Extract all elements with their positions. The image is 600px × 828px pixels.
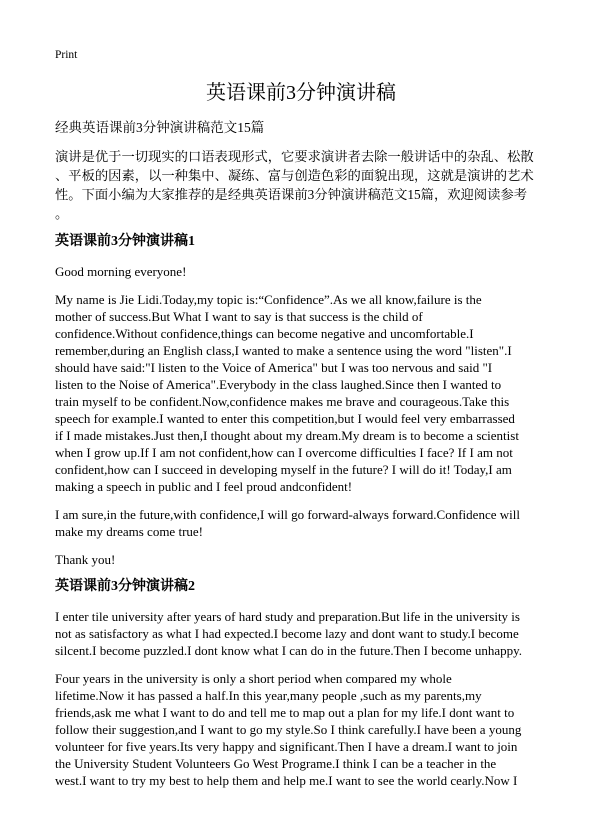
paragraph-greeting: [55, 263, 547, 280]
intro-line: 性。下面小编为大家推荐的是经典英语课前3分钟演讲稿范文15篇，欢迎阅读参考: [55, 187, 528, 202]
text-line: confidence.Without confidence,things can become negative and uncomfortable.I: [55, 326, 474, 341]
text-line: I enter tile university after years of hard study and preparation.But life in the university is: [55, 609, 520, 624]
print-link[interactable]: Print: [55, 49, 78, 61]
text-line: when I grow up.If I am not confident,how can I overcome difficulties I face? If I am not: [55, 445, 513, 460]
text-line: not as satisfactory as what I had expected.I become lazy and dont want to study.I become: [55, 626, 519, 641]
text-line: if I made mistakes.Just then,I thought about my dream.My dream is to become a scientist: [55, 428, 519, 443]
text-line: speech for example.I wanted to enter this competition,but I would feel very embarrassed: [55, 411, 515, 426]
intro-line: 演讲是优于一切现实的口语表现形式，它要求演讲者去除一般讲话中的杂乱、松散: [55, 149, 534, 164]
text-line: making a speech in public and I feel proud andconfident!: [55, 479, 353, 494]
text-line: confident,how can I succeed in developing myself in the future? I will do it! Today,I am: [55, 462, 512, 477]
text-line: make my dreams come true!: [55, 524, 203, 539]
paragraph: [55, 670, 547, 789]
paragraph-closing: [55, 551, 547, 568]
paragraph: [55, 291, 547, 495]
intro-line: 。: [55, 206, 69, 221]
text-line: Four years in the university is only a short period when compared my whole: [55, 671, 452, 686]
text-line: volunteer for five years.Its very happy and significant.Then I have a dream.I want to join: [55, 739, 518, 754]
intro-line: 、平板的因素，以一种集中、凝练、富与创造色彩的面貌出现，这就是演讲的艺术: [55, 168, 534, 183]
speech-section-2: [55, 577, 547, 789]
page-title: 英语课前3分钟演讲稿: [206, 82, 396, 104]
text-line: west.I want to try my best to help them and help me.I want to see the world cearly.Now I: [55, 773, 518, 788]
document-subtitle: 经典英语课前3分钟演讲稿范文15篇: [55, 120, 265, 135]
text-line: silcent.I become puzzled.I dont know what I can do in the future.Then I become unhappy.: [55, 643, 522, 658]
text-line: mother of success.But What I want to say is that success is the child of: [55, 309, 423, 324]
text-line: My name is Jie Lidi.Today,my topic is:“Confidence”.As we all know,failure is the: [55, 292, 482, 307]
text-line: follow their suggestion,and I want to go my style.So I think carefully.I have been a young: [55, 722, 522, 737]
speech-section-1: [55, 232, 547, 568]
text-line: Thank you!: [55, 552, 116, 567]
paragraph: [55, 506, 547, 540]
text-line: should have said:"I listen to the Voice of America" but I was too nervous and said "I: [55, 360, 493, 375]
text-line: the University Student Volunteers Go West Programe.I think I can be a teacher in the: [55, 756, 497, 771]
text-line: friends,ask me what I want to do and tell me to map out a plan for my life.I dont want to: [55, 705, 515, 720]
section-heading: 英语课前3分钟演讲稿1: [55, 234, 195, 249]
text-line: listen to the Noise of America".Everybody in the class laughed.Since then I wanted to: [55, 377, 502, 392]
text-line: Good morning everyone!: [55, 264, 187, 279]
text-line: lifetime.Now it has passed a half.In this year,many people ,such as my parents,my: [55, 688, 482, 703]
section-heading: 英语课前3分钟演讲稿2: [55, 579, 195, 594]
text-line: train myself to be confident.Now,confidence makes me brave and courageous.Take this: [55, 394, 510, 409]
paragraph: [55, 608, 547, 659]
text-line: remember,during an English class,I wanted to make a sentence using the word "listen".I: [55, 343, 512, 358]
intro-paragraph: [55, 147, 547, 223]
text-line: I am sure,in the future,with confidence,I will go forward-always forward.Confidence will: [55, 507, 520, 522]
